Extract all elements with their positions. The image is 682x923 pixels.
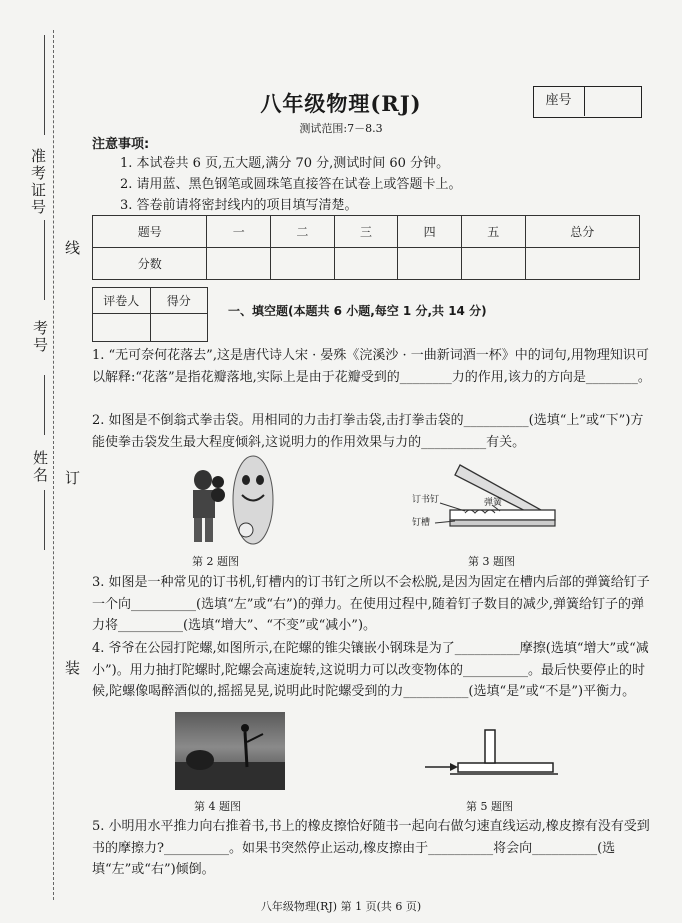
question-text: 1. “无可奈何花落去”,这是唐代诗人宋 · 晏殊《浣溪沙 · 一曲新词酒一杯》中的词句,用物理知识可以解释:“花落”是指花瓣落地,实际上是由于花瓣受到的________力的作用,该力的方向是________。 bbox=[92, 348, 651, 385]
score-header-cell: 二 bbox=[271, 216, 335, 248]
score-table bbox=[92, 215, 640, 280]
notice-item: 3. 答卷前请将密封线内的项目填写清楚。 bbox=[120, 198, 358, 213]
test-range: 测试范围:7－8.3 bbox=[299, 122, 383, 135]
name-label: 姓名 bbox=[31, 450, 49, 484]
margin-mark-line: 线 bbox=[63, 240, 81, 257]
exam-room-label: 考号 bbox=[31, 320, 49, 354]
score-header-cell: 三 bbox=[334, 216, 398, 248]
section-title: 一、填空题(本题共 6 小题,每空 1 分,共 14 分) bbox=[228, 304, 487, 318]
score-cell[interactable] bbox=[461, 248, 525, 280]
class-fill-line bbox=[44, 490, 45, 550]
score-row-label: 分数 bbox=[93, 248, 207, 280]
question-text: 4. 爷爷在公园打陀螺,如图所示,在陀螺的锥尖镶嵌小钢珠是为了__________摩擦(选填“增大”或“减小”)。用力抽打陀螺时,陀螺会高速旋转,这说明力可以改变物体的__________。最后快要停止的时候,陀螺像喝醉酒似的,摇摇晃晃,说明此时陀螺受到的力__________(选填“是”或“不是”)平衡力。 bbox=[92, 641, 649, 699]
exam-room-fill-line bbox=[44, 220, 45, 300]
question-5 bbox=[92, 816, 652, 881]
score-cell[interactable] bbox=[525, 248, 640, 280]
exam-number-label: 准考证号 bbox=[29, 148, 47, 216]
figure-3-caption: 第 3 题图 bbox=[468, 555, 515, 568]
grader-header-cell: 评卷人 bbox=[93, 288, 151, 314]
score-cell[interactable] bbox=[398, 248, 462, 280]
question-2 bbox=[92, 410, 652, 453]
score-cell[interactable] bbox=[207, 248, 271, 280]
score-header-cell: 总分 bbox=[525, 216, 640, 248]
page-footer: 八年级物理(RJ) 第 1 页(共 6 页) bbox=[260, 900, 422, 913]
grader-score-cell[interactable] bbox=[150, 314, 208, 342]
seat-number-label: 座号 bbox=[533, 86, 585, 116]
margin-mark-fold: 装 bbox=[63, 660, 81, 677]
notice-item: 2. 请用蓝、黑色钢笔或圆珠笔直接答在试卷上或答题卡上。 bbox=[120, 177, 462, 192]
score-cell[interactable] bbox=[271, 248, 335, 280]
score-header-cell: 题号 bbox=[93, 216, 207, 248]
score-header-cell: 四 bbox=[398, 216, 462, 248]
figure-3-label-groove: 钉槽 bbox=[412, 518, 431, 528]
figure-5-caption: 第 5 题图 bbox=[466, 800, 513, 813]
figure-4-caption: 第 4 题图 bbox=[194, 800, 241, 813]
figure-3-label-spring: 弹簧 bbox=[484, 498, 503, 508]
grader-header-cell: 得分 bbox=[150, 288, 208, 314]
question-1 bbox=[92, 345, 652, 388]
seal-line bbox=[53, 30, 54, 900]
figure-5-image bbox=[420, 725, 560, 785]
score-table-score-row bbox=[93, 248, 640, 280]
score-header-cell: 五 bbox=[461, 216, 525, 248]
grader-table bbox=[92, 287, 208, 342]
margin-mark-bind: 订 bbox=[63, 470, 81, 487]
figure-2-caption: 第 2 题图 bbox=[192, 555, 239, 568]
name-fill-line bbox=[44, 375, 45, 435]
question-3 bbox=[92, 572, 652, 637]
grader-cell[interactable] bbox=[93, 314, 151, 342]
figure-4-image bbox=[175, 712, 285, 790]
notice-title: 注意事项: bbox=[92, 137, 150, 152]
score-header-cell: 一 bbox=[207, 216, 271, 248]
question-text: 2. 如图是不倒翁式拳击袋。用相同的力击打拳击袋,击打拳击袋的__________(选填“上”或“下”)方能使拳击袋发生最大程度倾斜,这说明力的作用效果与力的__________有关。 bbox=[92, 413, 644, 450]
score-cell[interactable] bbox=[334, 248, 398, 280]
exam-title: 八年级物理(RJ) bbox=[260, 91, 422, 116]
question-text: 3. 如图是一种常见的订书机,钉槽内的订书钉之所以不会松脱,是因为固定在槽内后部的弹簧给钉子一个向__________(选填“左”或“右”)的弹力。在使用过程中,随着钉子数目的减少,弹簧给钉子的弹力将__________(选填“增大”、“不变”或“减小”)。 bbox=[92, 575, 650, 633]
question-text: 5. 小明用水平推力向右推着书,书上的橡皮擦恰好随书一起向右做匀速直线运动,橡皮擦有没有受到书的摩擦力?__________。如果书突然停止运动,橡皮擦由于__________将会向__________(选填“左”或“右”)倾倒。 bbox=[92, 819, 650, 877]
score-table-header-row bbox=[93, 216, 640, 248]
notice-item: 1. 本试卷共 6 页,五大题,满分 70 分,测试时间 60 分钟。 bbox=[120, 156, 450, 171]
figure-2-image bbox=[178, 450, 288, 550]
figure-3-label-staple: 订书钉 bbox=[412, 495, 440, 505]
question-4 bbox=[92, 638, 652, 703]
